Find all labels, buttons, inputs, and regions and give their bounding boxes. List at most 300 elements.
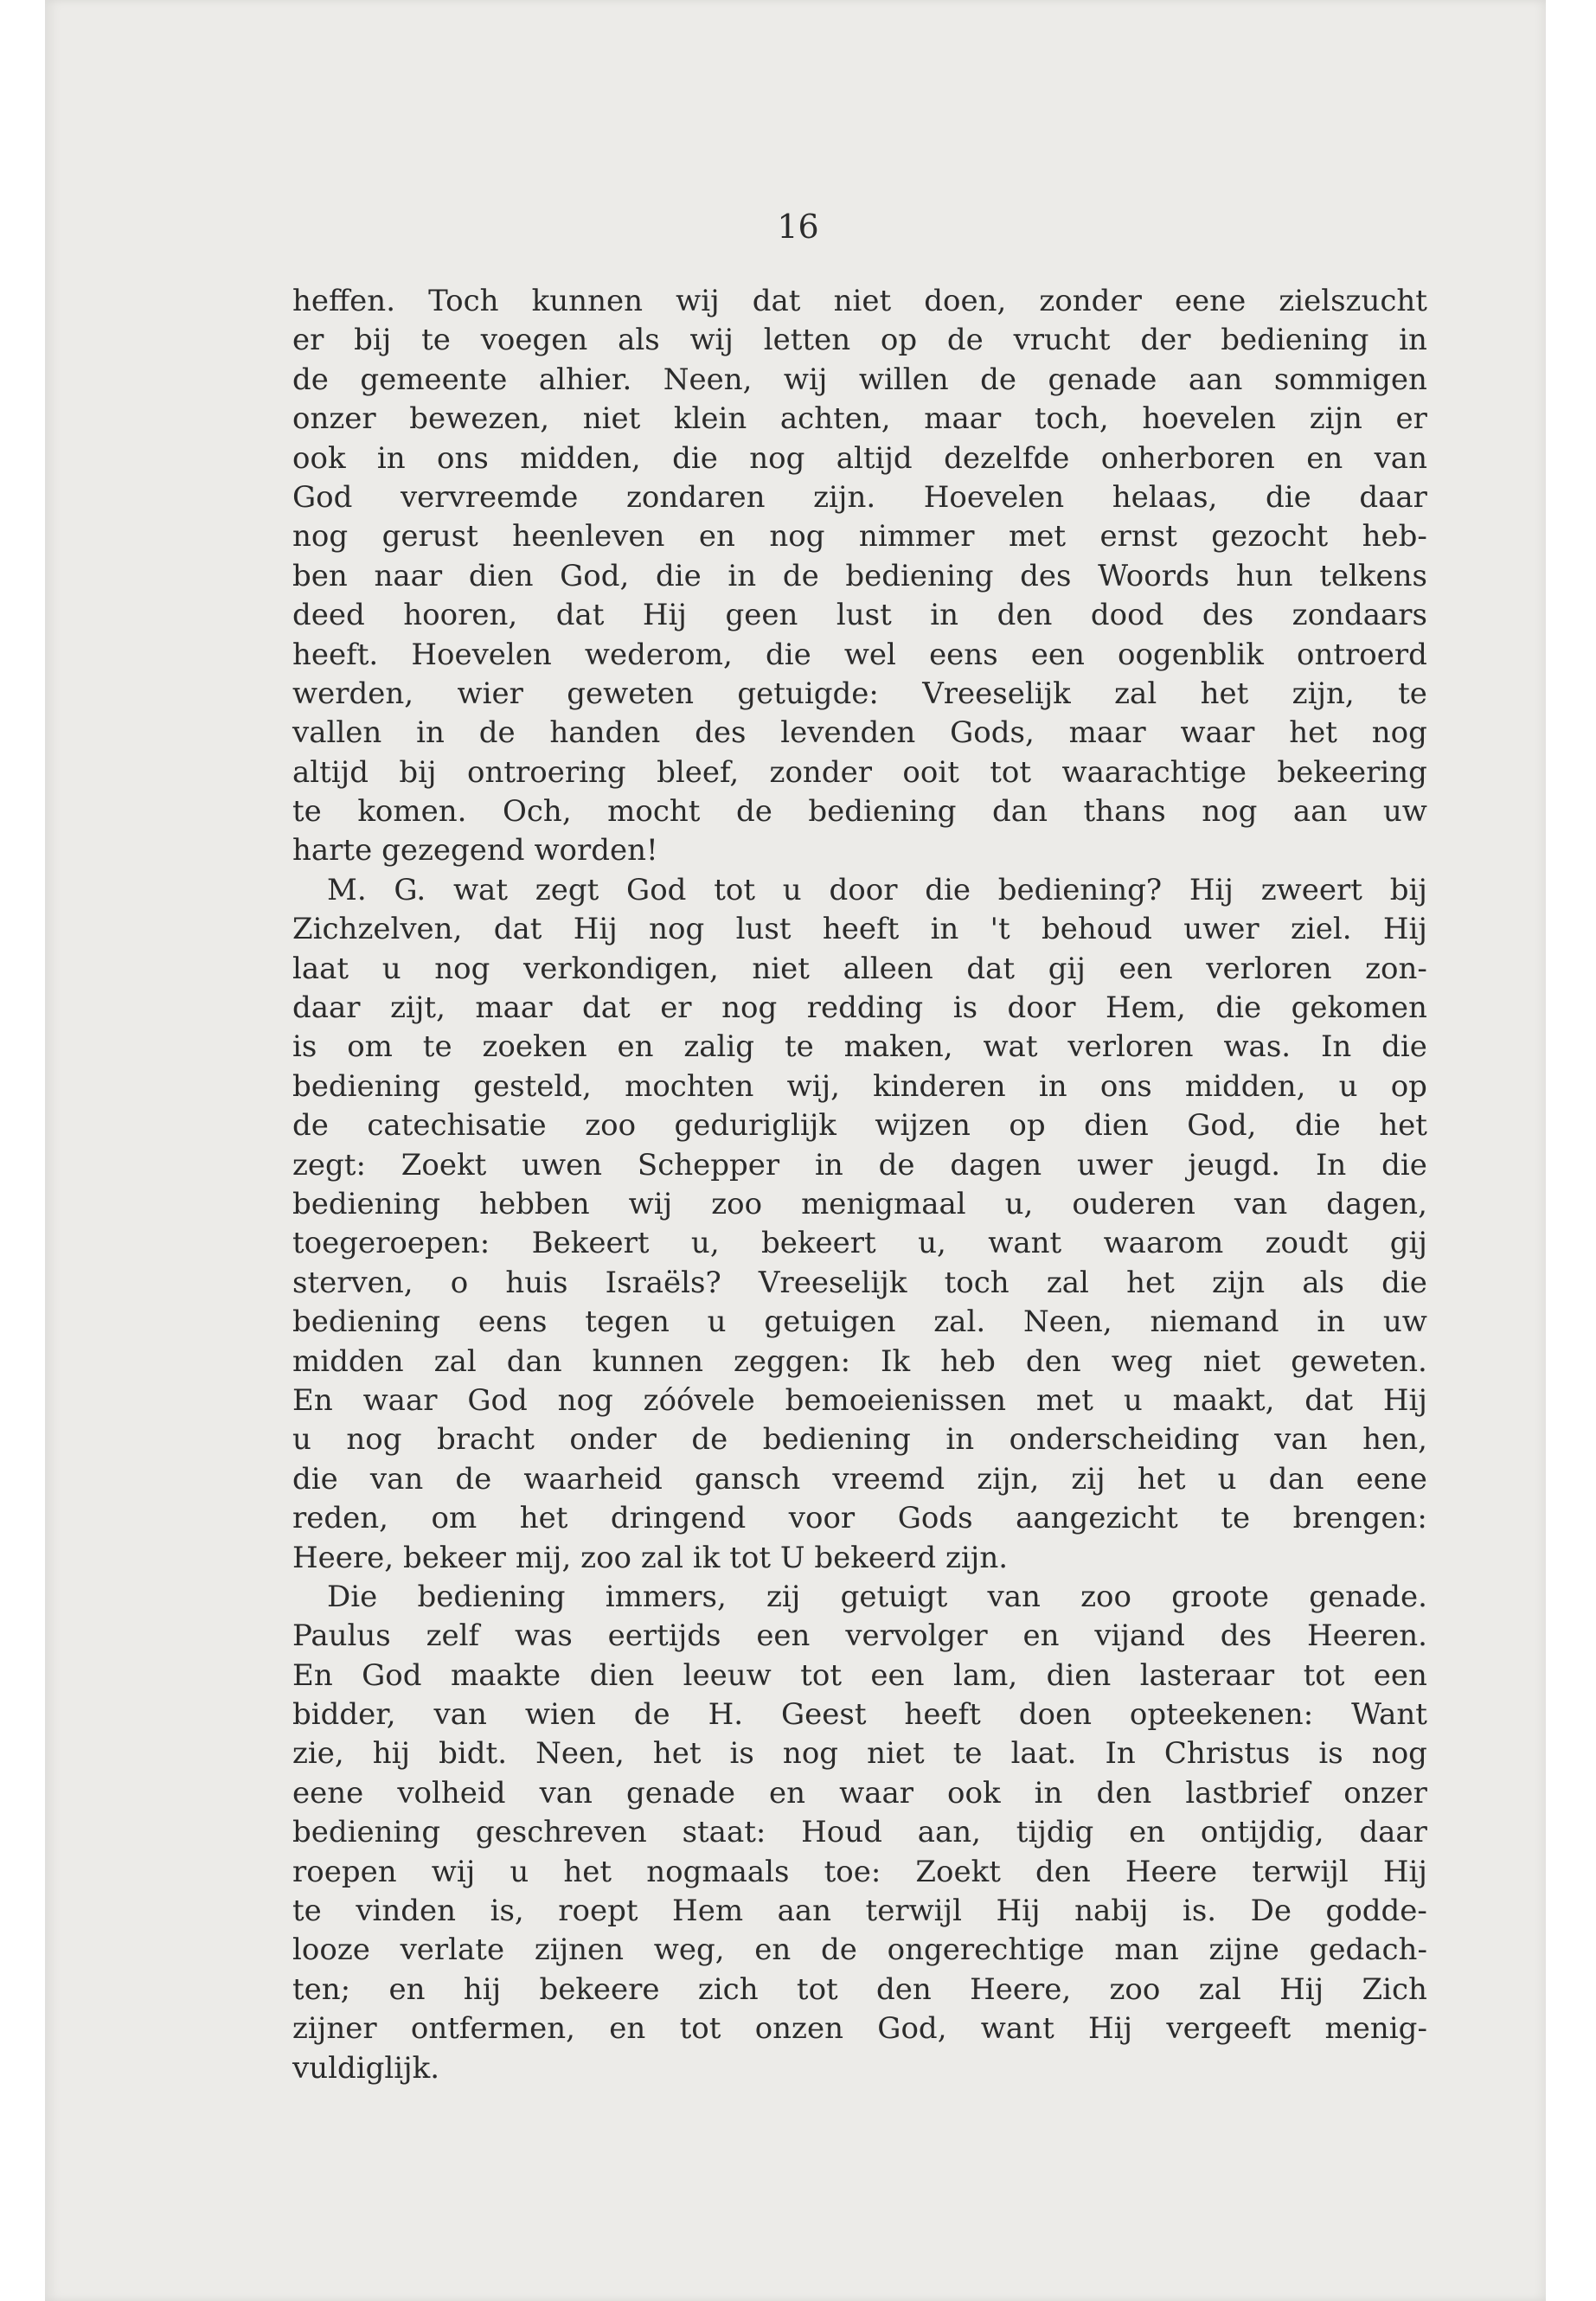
word: dien (1046, 1657, 1112, 1693)
word: Want (1351, 1697, 1427, 1733)
word: om (347, 1029, 393, 1065)
word: den (1035, 1854, 1091, 1889)
word: heenleven (512, 519, 665, 554)
word: wier (457, 676, 523, 711)
word: klein (673, 401, 747, 437)
word: u (707, 1304, 727, 1340)
word: getuigt (840, 1579, 948, 1614)
text-line (292, 1892, 1427, 1931)
word: in (930, 598, 959, 633)
word: Israëls? (605, 1265, 721, 1300)
word: huis (505, 1265, 568, 1300)
word: En (292, 1657, 333, 1693)
word: zal (1198, 1971, 1241, 2007)
word: doen, (924, 284, 1007, 318)
text-line (292, 831, 1427, 870)
word: op (880, 323, 918, 358)
word: zijner (292, 2011, 377, 2047)
word: dagen, (1326, 1186, 1427, 1221)
word: ziel. (1290, 912, 1352, 947)
word: het (563, 1854, 612, 1889)
word: Hij (1382, 1382, 1427, 1418)
word: lastbrief (1185, 1775, 1311, 1811)
word: toch (944, 1265, 1010, 1300)
word: Hij (1279, 1971, 1324, 2007)
word: u (292, 1422, 311, 1458)
word: u (381, 951, 401, 986)
text-line (292, 989, 1427, 1028)
word: voor (788, 1501, 856, 1536)
word: dat (1304, 1382, 1353, 1418)
word: lasteraar (1139, 1657, 1275, 1693)
word: gezocht (1211, 519, 1329, 554)
word: roepen (292, 1854, 397, 1889)
word: bij (354, 323, 392, 358)
word: harte (292, 833, 373, 868)
word: zoo (585, 1108, 637, 1144)
word: een (756, 1618, 811, 1654)
word: bediening? (997, 872, 1163, 907)
word: den (1096, 1775, 1152, 1811)
word: zondaren (625, 479, 766, 515)
word: doen (1018, 1697, 1092, 1733)
word: maar (475, 990, 553, 1026)
word: mochten (625, 1068, 754, 1104)
word: Hij (996, 1894, 1041, 1929)
word: toch, (1034, 401, 1109, 437)
word: zoo (1109, 1971, 1161, 2007)
word: de (980, 362, 1017, 397)
word: bediening (292, 1815, 441, 1850)
word: Hij (573, 912, 618, 947)
word: tot (714, 872, 756, 907)
word: Vreeselijk (922, 676, 1071, 711)
word: bewezen, (409, 401, 550, 437)
text-line (292, 1224, 1427, 1263)
word: eene (1356, 1461, 1427, 1497)
word: de (821, 1932, 857, 1968)
word: van (433, 1697, 487, 1733)
word: die (1381, 1029, 1427, 1065)
word: tot (990, 754, 1032, 790)
text-line (292, 596, 1427, 635)
word: de (455, 1461, 492, 1497)
word: des (1020, 558, 1072, 593)
word: groote (1171, 1579, 1269, 1614)
word: levenden (780, 715, 916, 751)
word: zie, (292, 1736, 344, 1772)
word: mocht (607, 794, 701, 830)
word: in (1399, 323, 1427, 358)
word: te (422, 1029, 452, 1065)
word: alleen (843, 951, 933, 986)
word: den (997, 598, 1053, 633)
word: In (1315, 1147, 1347, 1183)
word: zijn (1309, 401, 1362, 437)
word: zij (766, 1579, 801, 1614)
word: nog (1371, 1736, 1427, 1772)
text-line (292, 321, 1427, 360)
word: gesteld, (473, 1068, 592, 1104)
word: Hij (642, 598, 687, 633)
word: zijn. (945, 1540, 1009, 1575)
word: te (292, 794, 322, 830)
word: ons (437, 440, 489, 476)
word: er (1395, 401, 1427, 437)
word: des (695, 715, 747, 751)
word: oogenblik (1118, 637, 1264, 672)
word: waarom (1103, 1226, 1224, 1261)
word: altijd (836, 440, 913, 476)
word: bidder, (292, 1697, 396, 1733)
word: waar (1180, 715, 1255, 751)
word: die (1381, 1265, 1427, 1300)
word: dat (493, 912, 542, 947)
text-line (292, 1420, 1427, 1459)
word: dien (1084, 1108, 1149, 1144)
word: tegen (585, 1304, 670, 1340)
word: genade (626, 1775, 735, 1811)
word: nog (434, 951, 490, 986)
word: laat. (1010, 1736, 1077, 1772)
word: u, (690, 1226, 720, 1261)
word: getuigde: (737, 676, 879, 711)
word: geschreven (475, 1815, 647, 1850)
text-line (292, 1106, 1427, 1145)
word: eens (478, 1304, 548, 1340)
word: Ik (881, 1343, 911, 1379)
text-line (292, 557, 1427, 596)
word: nog (649, 912, 705, 947)
word: zielszucht (1279, 284, 1427, 318)
word: niemand (1150, 1304, 1279, 1340)
word: nog (749, 440, 805, 476)
word: van (369, 1461, 424, 1497)
word: nog (782, 1736, 839, 1772)
word: catechisatie (367, 1108, 547, 1144)
word: de (782, 558, 819, 593)
word: mij, (515, 1540, 572, 1575)
word: uwen (522, 1147, 603, 1183)
word: kinderen (873, 1068, 1006, 1104)
word: heeft (822, 912, 900, 947)
word: bekeer (402, 1540, 506, 1575)
text-line (292, 636, 1427, 675)
word: dien (589, 1657, 655, 1693)
word: dringend (610, 1501, 747, 1536)
word: verlate (400, 1932, 505, 1968)
word: Zoekt (915, 1854, 1001, 1889)
word: God, (560, 558, 630, 593)
word: de (292, 362, 329, 397)
word: willen (858, 362, 949, 397)
word: Geest (780, 1697, 867, 1733)
word: Hij (1189, 872, 1234, 907)
word: wat (983, 1029, 1038, 1065)
word: en (769, 1775, 806, 1811)
word: niet (867, 1736, 925, 1772)
word: in (727, 558, 757, 593)
text-line (292, 753, 1427, 792)
word: God (626, 872, 687, 907)
word: midden, (520, 440, 641, 476)
text-line (292, 1617, 1427, 1656)
word: dezelfde (944, 440, 1070, 476)
word: de (633, 1697, 670, 1733)
word: die (925, 872, 971, 907)
body-text (292, 282, 1427, 2088)
word: onzer (1343, 1775, 1427, 1811)
word: zweert (1260, 872, 1362, 907)
word: vinden (356, 1894, 457, 1929)
word: toegeroepen: (292, 1226, 490, 1261)
word: u (1338, 1068, 1358, 1104)
text-line (292, 871, 1427, 910)
word: wederom, (584, 637, 733, 672)
word: de (691, 1422, 728, 1458)
word: en (1306, 440, 1343, 476)
text-line (292, 1460, 1427, 1499)
word: gij (1048, 951, 1086, 986)
word: bediening (1221, 323, 1369, 358)
word: bediening (417, 1579, 566, 1614)
text-line (292, 1813, 1427, 1852)
word: u (1217, 1461, 1237, 1497)
word: Neen, (663, 362, 753, 397)
word: des (1202, 598, 1254, 633)
word: hoevelen (1142, 401, 1277, 437)
word: in (1034, 1775, 1063, 1811)
word: wijzen (875, 1108, 971, 1144)
word: getuigen (764, 1304, 896, 1340)
word: het (652, 1736, 702, 1772)
text-line (292, 792, 1427, 831)
word: in (376, 440, 406, 476)
word: waar (362, 1382, 438, 1418)
word: aan, (917, 1815, 981, 1850)
word: Neen, (535, 1736, 625, 1772)
word: Zich (1362, 1971, 1427, 2007)
word: Vreeselijk (758, 1265, 907, 1300)
word: godde- (1325, 1894, 1427, 1929)
word: en (1129, 1815, 1166, 1850)
word: man (1114, 1932, 1179, 1968)
word: zonder (1039, 284, 1142, 318)
word: te (1398, 676, 1427, 711)
word: Gods (897, 1501, 973, 1536)
word: met (1035, 1382, 1093, 1418)
word: van (987, 1579, 1041, 1614)
word: H. (708, 1697, 744, 1733)
text-line (292, 1343, 1427, 1381)
word: dat (966, 951, 1016, 986)
word: dan (992, 794, 1048, 830)
word: een (1373, 1657, 1427, 1693)
word: heb- (1362, 519, 1427, 554)
word: u (1123, 1382, 1143, 1418)
word: want (980, 2011, 1054, 2047)
word: tot (679, 2011, 721, 2047)
word: niet (1202, 1343, 1261, 1379)
word: Hem (672, 1894, 744, 1929)
word: zoo (580, 1540, 632, 1575)
word: in (1317, 1304, 1346, 1340)
word: die (1266, 479, 1311, 515)
word: die (656, 558, 702, 593)
word: er (292, 323, 324, 358)
word: midden, (1184, 1068, 1306, 1104)
word: Heere, (292, 1540, 394, 1575)
word: lust (836, 598, 892, 633)
word: immers, (605, 1579, 727, 1614)
word: bediening (845, 558, 994, 593)
word: Heere (1125, 1854, 1218, 1889)
word: zijn, (977, 1461, 1040, 1497)
word: Paulus (292, 1618, 391, 1654)
word: eene (1174, 284, 1247, 318)
word: toe: (824, 1854, 881, 1889)
word: van (1374, 440, 1427, 476)
word: zal (433, 1343, 477, 1379)
word: God (362, 1657, 422, 1693)
word: maar (1068, 715, 1146, 751)
word: vijand (1094, 1618, 1185, 1654)
word: en (1022, 1618, 1060, 1654)
word: van (539, 1775, 593, 1811)
word: kunnen (592, 1343, 703, 1379)
word: bidt. (439, 1736, 508, 1772)
word: handen (549, 715, 661, 751)
word: dan (1268, 1461, 1324, 1497)
word: bleef, (657, 754, 740, 790)
word: eertijds (607, 1618, 721, 1654)
word: Neen, (1022, 1304, 1112, 1340)
word: gedach- (1309, 1932, 1427, 1968)
word: als (1302, 1265, 1344, 1300)
word: gemeente (360, 362, 508, 397)
word: eene (292, 1775, 364, 1811)
word: nimmer (858, 519, 975, 554)
word: menig- (1324, 2011, 1427, 2047)
word: zoo (711, 1186, 763, 1221)
text-line (292, 1774, 1427, 1813)
word: opteekenen: (1129, 1697, 1314, 1733)
word: laat (292, 951, 349, 986)
text-line (292, 400, 1427, 439)
word: geduriglijk (674, 1108, 836, 1144)
word: uw (1382, 1304, 1427, 1340)
word: vreemd (832, 1461, 945, 1497)
word: nog (769, 519, 825, 554)
word: een (1118, 951, 1173, 986)
text-line (292, 361, 1427, 400)
word: geweten (567, 676, 695, 711)
word: terwijl (1252, 1854, 1349, 1889)
word: het (1137, 1461, 1186, 1497)
text-line (292, 1028, 1427, 1067)
word: een (870, 1657, 925, 1693)
word: te (952, 1736, 983, 1772)
word: looze (292, 1932, 370, 1968)
word: te (784, 1029, 814, 1065)
word: jeugd. (1188, 1147, 1281, 1183)
word: zon- (1365, 951, 1427, 986)
word: alhier. (538, 362, 632, 397)
word: zegt: (292, 1147, 366, 1183)
word: in (930, 912, 959, 947)
word: in (1038, 1068, 1067, 1104)
word: Die (327, 1579, 378, 1614)
word: door (1007, 990, 1076, 1026)
word: dat (752, 284, 801, 318)
word: uw (1382, 794, 1427, 830)
word: God, (1187, 1108, 1257, 1144)
word: van (1234, 1186, 1288, 1221)
word: der (1140, 323, 1191, 358)
word: Christus (1163, 1736, 1291, 1772)
word: vervreemde (400, 479, 579, 515)
word: In (1105, 1736, 1136, 1772)
word: behoud (1042, 912, 1152, 947)
word: zoo (1080, 1579, 1131, 1614)
text-line (292, 1499, 1427, 1538)
word: zijn. (813, 479, 876, 515)
word: deed (292, 598, 365, 633)
word: wij (628, 1186, 673, 1221)
word: die (1381, 1147, 1427, 1183)
word: zoudt (1265, 1226, 1349, 1261)
word: daar (292, 990, 361, 1026)
word: heffen. (292, 284, 395, 318)
page-number: 16 (777, 208, 819, 246)
word: verkondigen, (523, 951, 719, 986)
word: De (1250, 1894, 1292, 1929)
word: ten; (292, 1971, 351, 2007)
word: Houd (801, 1815, 882, 1850)
word: hebben (479, 1186, 590, 1221)
word: ik (692, 1540, 721, 1575)
word: om (431, 1501, 478, 1536)
word: komen. (357, 794, 467, 830)
word: heeft. (292, 637, 379, 672)
word: nog (346, 1422, 402, 1458)
word: naar (374, 558, 443, 593)
word: te (421, 323, 451, 358)
word: is (952, 990, 978, 1026)
word: dood (1090, 598, 1164, 633)
word: u, (1004, 1186, 1034, 1221)
word: ons (1099, 1068, 1152, 1104)
word: vrucht (1013, 323, 1111, 358)
word: hij (463, 1971, 502, 2007)
word: God (467, 1382, 528, 1418)
word: Hij (1088, 2011, 1133, 2047)
word: niet (582, 401, 641, 437)
word: wij, (786, 1068, 840, 1104)
word: hun (1235, 558, 1293, 593)
word: u (510, 1854, 529, 1889)
word: te (292, 1894, 322, 1929)
word: bij (399, 754, 437, 790)
word: ook (292, 440, 346, 476)
word: zelf (426, 1618, 480, 1654)
word: Hoevelen (923, 479, 1065, 515)
word: heeft (904, 1697, 981, 1733)
text-line (292, 1146, 1427, 1185)
word: telkens (1319, 558, 1427, 593)
text-line (292, 1695, 1427, 1734)
word: zeggen: (734, 1343, 851, 1379)
